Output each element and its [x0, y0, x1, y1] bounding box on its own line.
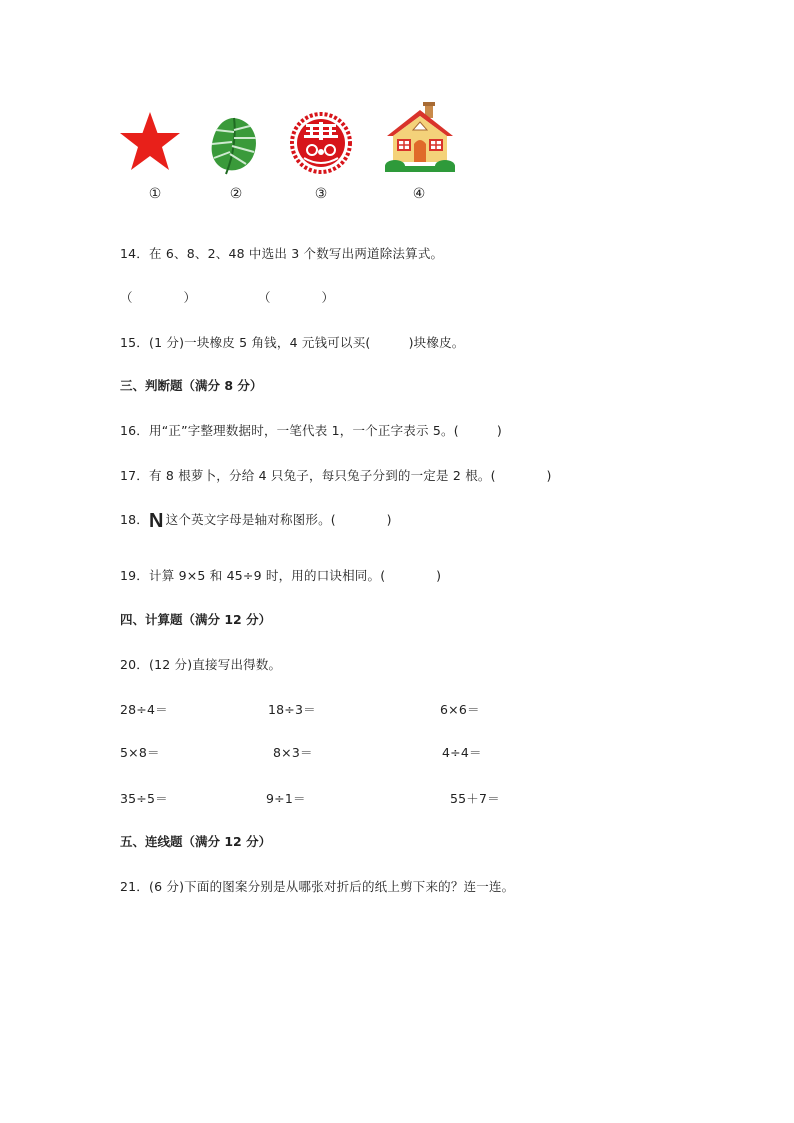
calc-r2-c1: 5×8＝: [120, 745, 160, 760]
leaf-icon: [208, 114, 260, 176]
star-icon: [118, 110, 182, 174]
double-happiness-papercut-icon: [290, 112, 352, 174]
section-4-title: 四、计算题（满分 12 分）: [120, 612, 272, 627]
question-15: 15．(1 分)一块橡皮 5 角钱，4 元钱可以买( )块橡皮。: [120, 335, 465, 350]
figure-label-4: ④: [412, 186, 426, 202]
section-3-title: 三、判断题（满分 8 分）: [120, 378, 263, 393]
house-icon: [385, 102, 455, 174]
q14-blank-2: （ ）: [258, 290, 335, 305]
star-figure: [118, 110, 182, 178]
calc-r2-c3: 4÷4＝: [442, 745, 482, 760]
figure-label-1: ①: [148, 186, 162, 202]
question-19: 19．计算 9×5 和 45÷9 时，用的口诀相同。( ): [120, 568, 442, 583]
calc-r3-c2: 9÷1＝: [266, 791, 306, 806]
calc-r3-c3: 55＋7＝: [450, 791, 500, 806]
calc-r2-c2: 8×3＝: [273, 745, 313, 760]
calc-r3-c1: 35÷5＝: [120, 791, 168, 806]
calc-r1-c1: 28÷4＝: [120, 702, 168, 717]
letter-n: N: [149, 510, 164, 532]
question-20: 20．(12 分)直接写出得数。: [120, 657, 282, 672]
figure-label-3: ③: [314, 186, 328, 202]
q18-number: 18．: [120, 512, 150, 527]
leaf-figure: [208, 114, 260, 180]
section-5-title: 五、连线题（满分 12 分）: [120, 834, 272, 849]
question-14: 14．在 6、8、2、48 中选出 3 个数写出两道除法算式。: [120, 246, 444, 261]
question-18: [120, 510, 392, 533]
calc-r1-c3: 6×6＝: [440, 702, 480, 717]
q18-text: 这个英文字母是轴对称图形。( ): [165, 512, 392, 527]
calc-r1-c2: 18÷3＝: [268, 702, 316, 717]
figure-label-2: ②: [229, 186, 243, 202]
question-16: 16．用“正”字整理数据时，一笔代表 1，一个正字表示 5。( ): [120, 423, 502, 438]
question-21: 21．(6 分)下面的图案分别是从哪张对折后的纸上剪下来的？连一连。: [120, 879, 515, 894]
house-figure: [385, 102, 455, 178]
figures-row: [0, 100, 794, 210]
papercut-figure: [290, 112, 352, 178]
q14-blank-1: （ ）: [120, 290, 197, 305]
question-17: 17．有 8 根萝卜，分给 4 只兔子，每只兔子分到的一定是 2 根。( ): [120, 468, 552, 483]
